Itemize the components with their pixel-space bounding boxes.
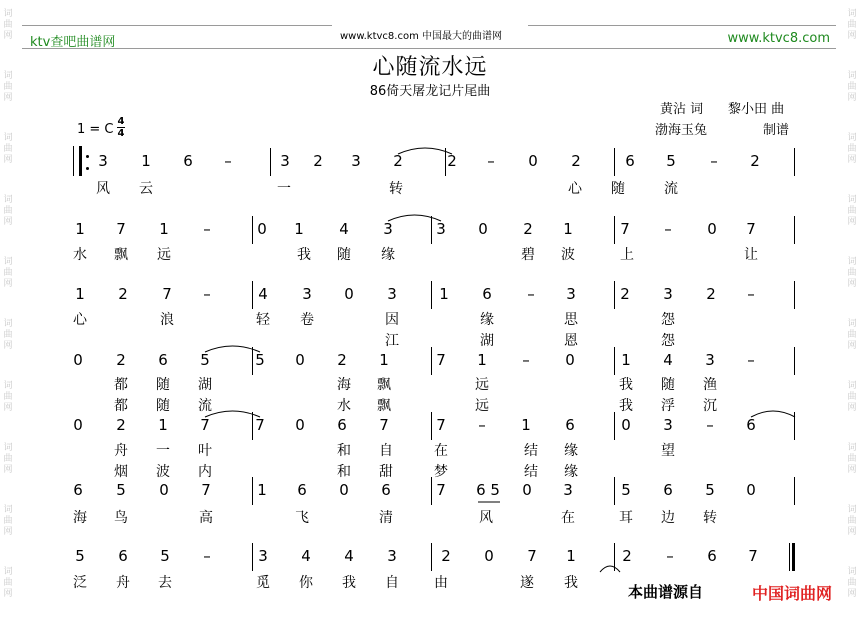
side-watermark-glyph: 词 — [847, 505, 857, 515]
note: 7 — [746, 220, 756, 238]
note: 0 — [257, 220, 267, 238]
lyric-char: 怨 — [661, 333, 675, 349]
side-watermark-glyph: 曲 — [3, 392, 13, 402]
lyric-char: 去 — [158, 575, 172, 591]
lyric-char: 梦 — [434, 464, 448, 480]
side-watermark-glyph: 曲 — [847, 144, 857, 154]
side-watermark-glyph: 曲 — [3, 82, 13, 92]
side-watermark-glyph: 网 — [3, 527, 13, 537]
lyric-char: 飘 — [377, 398, 391, 414]
note: – — [664, 220, 672, 238]
lyric-char: 清 — [379, 510, 393, 526]
note: 2 — [116, 351, 126, 369]
site-banner-center[interactable]: www.ktvc8.com 中国最大的曲谱网 — [340, 31, 503, 42]
note: – — [747, 285, 755, 303]
note: 2 — [706, 285, 716, 303]
note: 3 — [351, 152, 361, 170]
side-watermark-glyph: 网 — [847, 589, 857, 599]
side-watermark-glyph: 网 — [3, 93, 13, 103]
note: 1 — [563, 220, 573, 238]
side-watermark-glyph: 曲 — [847, 516, 857, 526]
lyric-char: 一 — [156, 443, 170, 459]
side-watermark-glyph: 网 — [3, 465, 13, 475]
side-watermark-glyph: 网 — [3, 217, 13, 227]
note: 3 — [280, 152, 290, 170]
lyric-char: 泛 — [73, 575, 87, 591]
lyric-char: 在 — [434, 443, 448, 459]
lyric-char: 浮 — [661, 398, 675, 414]
lyric-char: 都 — [114, 377, 128, 393]
lyric-char: 因 — [385, 312, 399, 328]
note: 7 — [527, 547, 537, 565]
note: 7 — [200, 416, 210, 434]
note: 0 — [528, 152, 538, 170]
lyric-char: 遂 — [520, 575, 534, 591]
note: 7 — [436, 416, 446, 434]
side-watermark-glyph: 曲 — [3, 206, 13, 216]
side-watermark-glyph: 曲 — [847, 82, 857, 92]
side-watermark-glyph: 曲 — [3, 144, 13, 154]
note: 0 — [295, 416, 305, 434]
side-watermark-glyph: 曲 — [847, 330, 857, 340]
lyric-char: 心 — [568, 181, 582, 197]
tie-arc — [205, 411, 260, 417]
tie-arc — [398, 148, 452, 154]
note: 4 — [663, 351, 673, 369]
note: 1 — [141, 152, 151, 170]
lyric-char: 海 — [73, 510, 87, 526]
side-watermark-glyph: 网 — [847, 217, 857, 227]
note: 3 — [383, 220, 393, 238]
side-watermark-glyph: 网 — [847, 403, 857, 413]
lyric-char: 望 — [661, 443, 675, 459]
note: 6 — [746, 416, 756, 434]
note: 1 — [379, 351, 389, 369]
note: 3 — [387, 285, 397, 303]
lyric-char: 和 — [337, 464, 351, 480]
lyric-char: 上 — [620, 247, 634, 263]
note: 6 — [663, 481, 673, 499]
note: – — [710, 152, 718, 170]
lyric-char: 水 — [73, 247, 87, 263]
note: 1 — [621, 351, 631, 369]
note: 0 — [339, 481, 349, 499]
side-watermark-glyph: 词 — [847, 319, 857, 329]
lyric-char: 缘 — [564, 443, 578, 459]
note: 1 — [257, 481, 267, 499]
side-watermark-glyph: 网 — [3, 403, 13, 413]
note: 2 — [622, 547, 632, 565]
note: 2 — [118, 285, 128, 303]
note: 5 — [705, 481, 715, 499]
note: 5 — [200, 351, 210, 369]
note: – — [203, 285, 211, 303]
lyric-char: 我 — [619, 398, 633, 414]
note: 2 — [116, 416, 126, 434]
side-watermark-glyph: 词 — [3, 381, 13, 391]
note: – — [666, 547, 674, 565]
note: 0 — [73, 416, 83, 434]
lyric-char: 恩 — [564, 333, 578, 349]
side-watermark-glyph: 网 — [3, 155, 13, 165]
lyric-char: 风 — [479, 510, 493, 526]
lyric-char: 水 — [337, 398, 351, 414]
lyric-char: 高 — [199, 510, 213, 526]
note: – — [203, 220, 211, 238]
note: 0 — [295, 351, 305, 369]
side-watermark-glyph: 词 — [847, 443, 857, 453]
note: 1 — [477, 351, 487, 369]
side-watermark-glyph: 词 — [3, 257, 13, 267]
note: 2 — [523, 220, 533, 238]
side-watermark-glyph: 词 — [847, 71, 857, 81]
lyric-char: 飘 — [377, 377, 391, 393]
lyric-char: 湖 — [480, 333, 494, 349]
lyric-char: 随 — [156, 398, 170, 414]
note: 6 — [565, 416, 575, 434]
side-watermark-glyph: 词 — [3, 443, 13, 453]
time-signature-bottom: 4 — [117, 128, 125, 139]
lyric-char: 浪 — [160, 312, 174, 328]
note: 3 — [436, 220, 446, 238]
side-watermark-glyph: 词 — [3, 195, 13, 205]
note: 3 — [258, 547, 268, 565]
side-watermark-glyph: 词 — [847, 133, 857, 143]
tie-arc — [600, 566, 620, 572]
lyric-char: 我 — [619, 377, 633, 393]
lyric-char: 耳 — [619, 510, 633, 526]
lyric-char: 转 — [389, 181, 403, 197]
lyric-char: 边 — [661, 510, 675, 526]
note: 3 — [663, 285, 673, 303]
note: 0 — [522, 481, 532, 499]
side-watermark-glyph: 网 — [847, 465, 857, 475]
side-watermark-glyph: 词 — [847, 195, 857, 205]
note: 4 — [339, 220, 349, 238]
lyric-char: 舟 — [116, 575, 130, 591]
note: – — [747, 351, 755, 369]
side-watermark-glyph: 词 — [3, 567, 13, 577]
note: 0 — [344, 285, 354, 303]
note: 5 — [255, 351, 265, 369]
note: 7 — [201, 481, 211, 499]
side-watermark-glyph: 曲 — [847, 578, 857, 588]
note: 3 — [387, 547, 397, 565]
lyric-char: 结 — [524, 464, 538, 480]
arranger-role: 制谱 — [763, 123, 790, 138]
lyric-char: 一 — [277, 181, 291, 197]
side-watermark-glyph: 词 — [3, 505, 13, 515]
note: 6 — [158, 351, 168, 369]
lyric-char: 随 — [661, 377, 675, 393]
side-watermark-glyph: 曲 — [3, 20, 13, 30]
key-signature: 1 = C — [77, 122, 114, 137]
lyric-char: 飘 — [114, 247, 128, 263]
lyric-char: 在 — [561, 510, 575, 526]
side-watermark-glyph: 曲 — [3, 516, 13, 526]
lyric-char: 江 — [385, 333, 399, 349]
lyric-char: 飞 — [295, 510, 309, 526]
side-watermark-glyph: 曲 — [847, 454, 857, 464]
lyric-char: 舟 — [114, 443, 128, 459]
note: 7 — [379, 416, 389, 434]
note: – — [224, 152, 232, 170]
note: 5 — [160, 547, 170, 565]
side-watermark-glyph: 曲 — [3, 454, 13, 464]
lyric-char: 都 — [114, 398, 128, 414]
tie-arc — [388, 215, 441, 221]
note: 0 — [159, 481, 169, 499]
note: 7 — [620, 220, 630, 238]
side-watermark-glyph: 网 — [847, 93, 857, 103]
lyric-char: 内 — [198, 464, 212, 480]
note: 0 — [707, 220, 717, 238]
side-watermark-glyph: 曲 — [847, 206, 857, 216]
lyric-char: 自 — [379, 443, 393, 459]
note: 7 — [162, 285, 172, 303]
lyric-char: 随 — [337, 247, 351, 263]
note: 2 — [620, 285, 630, 303]
side-watermark-glyph: 网 — [847, 341, 857, 351]
note: – — [203, 547, 211, 565]
lyric-char: 风 — [96, 181, 110, 197]
side-watermark-glyph: 词 — [847, 257, 857, 267]
note: 7 — [436, 351, 446, 369]
note: 1 — [521, 416, 531, 434]
note: 1 — [566, 547, 576, 565]
lyricist-credit: 黄沾 词 — [660, 102, 704, 117]
lyric-char: 我 — [564, 575, 578, 591]
note: 6 — [625, 152, 635, 170]
side-watermark-glyph: 词 — [3, 319, 13, 329]
song-subtitle: 86倚天屠龙记片尾曲 — [369, 84, 491, 99]
side-watermark-glyph: 词 — [847, 9, 857, 19]
lyric-char: 甜 — [379, 464, 393, 480]
note: 6 — [337, 416, 347, 434]
lyric-char: 碧 — [521, 247, 535, 263]
lyric-char: 我 — [297, 247, 311, 263]
note: 6 5 — [476, 481, 500, 499]
lyric-char: 缘 — [480, 312, 494, 328]
lyric-char: 湖 — [198, 377, 212, 393]
tie-arc — [751, 411, 795, 417]
side-watermark-glyph: 曲 — [3, 330, 13, 340]
lyric-char: 怨 — [661, 312, 675, 328]
note: 1 — [75, 220, 85, 238]
side-watermark-glyph: 曲 — [847, 392, 857, 402]
composer-credit: 黎小田 曲 — [728, 102, 785, 117]
note: – — [478, 416, 486, 434]
lyric-char: 远 — [475, 377, 489, 393]
lyric-char: 我 — [342, 575, 356, 591]
lyric-char: 你 — [299, 575, 313, 591]
note: – — [522, 351, 530, 369]
lyric-char: 远 — [157, 247, 171, 263]
note: 2 — [337, 351, 347, 369]
note: 0 — [746, 481, 756, 499]
note: 3 — [563, 481, 573, 499]
note: – — [706, 416, 714, 434]
lyric-char: 心 — [73, 312, 87, 328]
note: 6 — [381, 481, 391, 499]
side-watermark-glyph: 词 — [847, 567, 857, 577]
note: 7 — [116, 220, 126, 238]
side-watermark-glyph: 网 — [847, 279, 857, 289]
lyric-char: 思 — [564, 312, 578, 328]
note: 3 — [663, 416, 673, 434]
note: 4 — [301, 547, 311, 565]
lyric-char: 海 — [337, 377, 351, 393]
side-watermark-glyph: 曲 — [847, 268, 857, 278]
note: 1 — [75, 285, 85, 303]
note: 2 — [571, 152, 581, 170]
note: 4 — [344, 547, 354, 565]
note: 2 — [313, 152, 323, 170]
side-watermark-glyph: 词 — [3, 9, 13, 19]
note: 6 — [118, 547, 128, 565]
lyric-char: 云 — [139, 181, 153, 197]
lyric-char: 鸟 — [114, 510, 128, 526]
time-signature-top: 4 — [117, 116, 125, 127]
note: 2 — [441, 547, 451, 565]
side-watermark-glyph: 网 — [3, 31, 13, 41]
note: 1 — [294, 220, 304, 238]
note: 7 — [436, 481, 446, 499]
lyric-char: 沉 — [703, 398, 717, 414]
tie-arc — [205, 346, 260, 352]
note: 3 — [302, 285, 312, 303]
lyric-char: 轻 — [256, 312, 270, 328]
side-watermark-glyph: 网 — [847, 527, 857, 537]
side-watermark-glyph: 曲 — [3, 268, 13, 278]
lyric-char: 觅 — [256, 575, 270, 591]
note: 6 — [183, 152, 193, 170]
lyric-char: 由 — [434, 575, 448, 591]
note: 3 — [705, 351, 715, 369]
note: 6 — [707, 547, 717, 565]
lyric-char: 流 — [198, 398, 212, 414]
site-name-left[interactable]: ktv查吧曲谱网 — [30, 35, 116, 50]
site-url-right[interactable]: www.ktvc8.com — [727, 31, 830, 46]
side-watermark-glyph: 曲 — [3, 578, 13, 588]
lyric-char: 缘 — [381, 247, 395, 263]
lyric-char: 波 — [156, 464, 170, 480]
note: 6 — [482, 285, 492, 303]
note: 2 — [393, 152, 403, 170]
note: 5 — [75, 547, 85, 565]
lyric-char: 和 — [337, 443, 351, 459]
side-watermark-glyph: 网 — [3, 589, 13, 599]
lyric-char: 渔 — [703, 377, 717, 393]
lyric-char: 流 — [664, 181, 678, 197]
lyric-char: 波 — [561, 247, 575, 263]
side-watermark-glyph: 网 — [3, 279, 13, 289]
side-watermark-glyph: 网 — [847, 155, 857, 165]
note: 7 — [748, 547, 758, 565]
lyric-char: 烟 — [114, 464, 128, 480]
lyric-char: 随 — [156, 377, 170, 393]
note: 2 — [447, 152, 457, 170]
note: 6 — [73, 481, 83, 499]
lyric-char: 缘 — [564, 464, 578, 480]
lyric-char: 卷 — [300, 312, 314, 328]
source-label: 本曲谱源自 — [628, 583, 704, 601]
lyric-char: 结 — [524, 443, 538, 459]
side-watermark-glyph: 词 — [847, 381, 857, 391]
side-watermark-glyph: 网 — [3, 341, 13, 351]
lyric-char: 随 — [611, 181, 625, 197]
lyric-char: 远 — [475, 398, 489, 414]
note: 2 — [750, 152, 760, 170]
lyric-char: 让 — [744, 247, 758, 263]
note: 4 — [258, 285, 268, 303]
song-title: 心随流水远 — [372, 55, 488, 80]
side-watermark-glyph: 网 — [847, 31, 857, 41]
note: 0 — [478, 220, 488, 238]
lyric-char: 自 — [385, 575, 399, 591]
note: 0 — [484, 547, 494, 565]
note: 0 — [73, 351, 83, 369]
note: 0 — [565, 351, 575, 369]
note: 5 — [666, 152, 676, 170]
note: 3 — [566, 285, 576, 303]
note: 3 — [98, 152, 108, 170]
lyric-char: 叶 — [198, 443, 212, 459]
note: 1 — [439, 285, 449, 303]
side-watermark-glyph: 曲 — [847, 20, 857, 30]
note: 6 — [297, 481, 307, 499]
lyric-char: 转 — [703, 510, 717, 526]
note: – — [527, 285, 535, 303]
arranger-credit: 渤海玉兔 — [655, 123, 708, 138]
note: 5 — [116, 481, 126, 499]
note: – — [487, 152, 495, 170]
note: 0 — [621, 416, 631, 434]
note: 1 — [158, 416, 168, 434]
watermark-brand[interactable]: 中国词曲网 — [751, 584, 832, 603]
note: 7 — [255, 416, 265, 434]
note: 5 — [621, 481, 631, 499]
side-watermark-glyph: 词 — [3, 133, 13, 143]
side-watermark-glyph: 词 — [3, 71, 13, 81]
note: 1 — [159, 220, 169, 238]
